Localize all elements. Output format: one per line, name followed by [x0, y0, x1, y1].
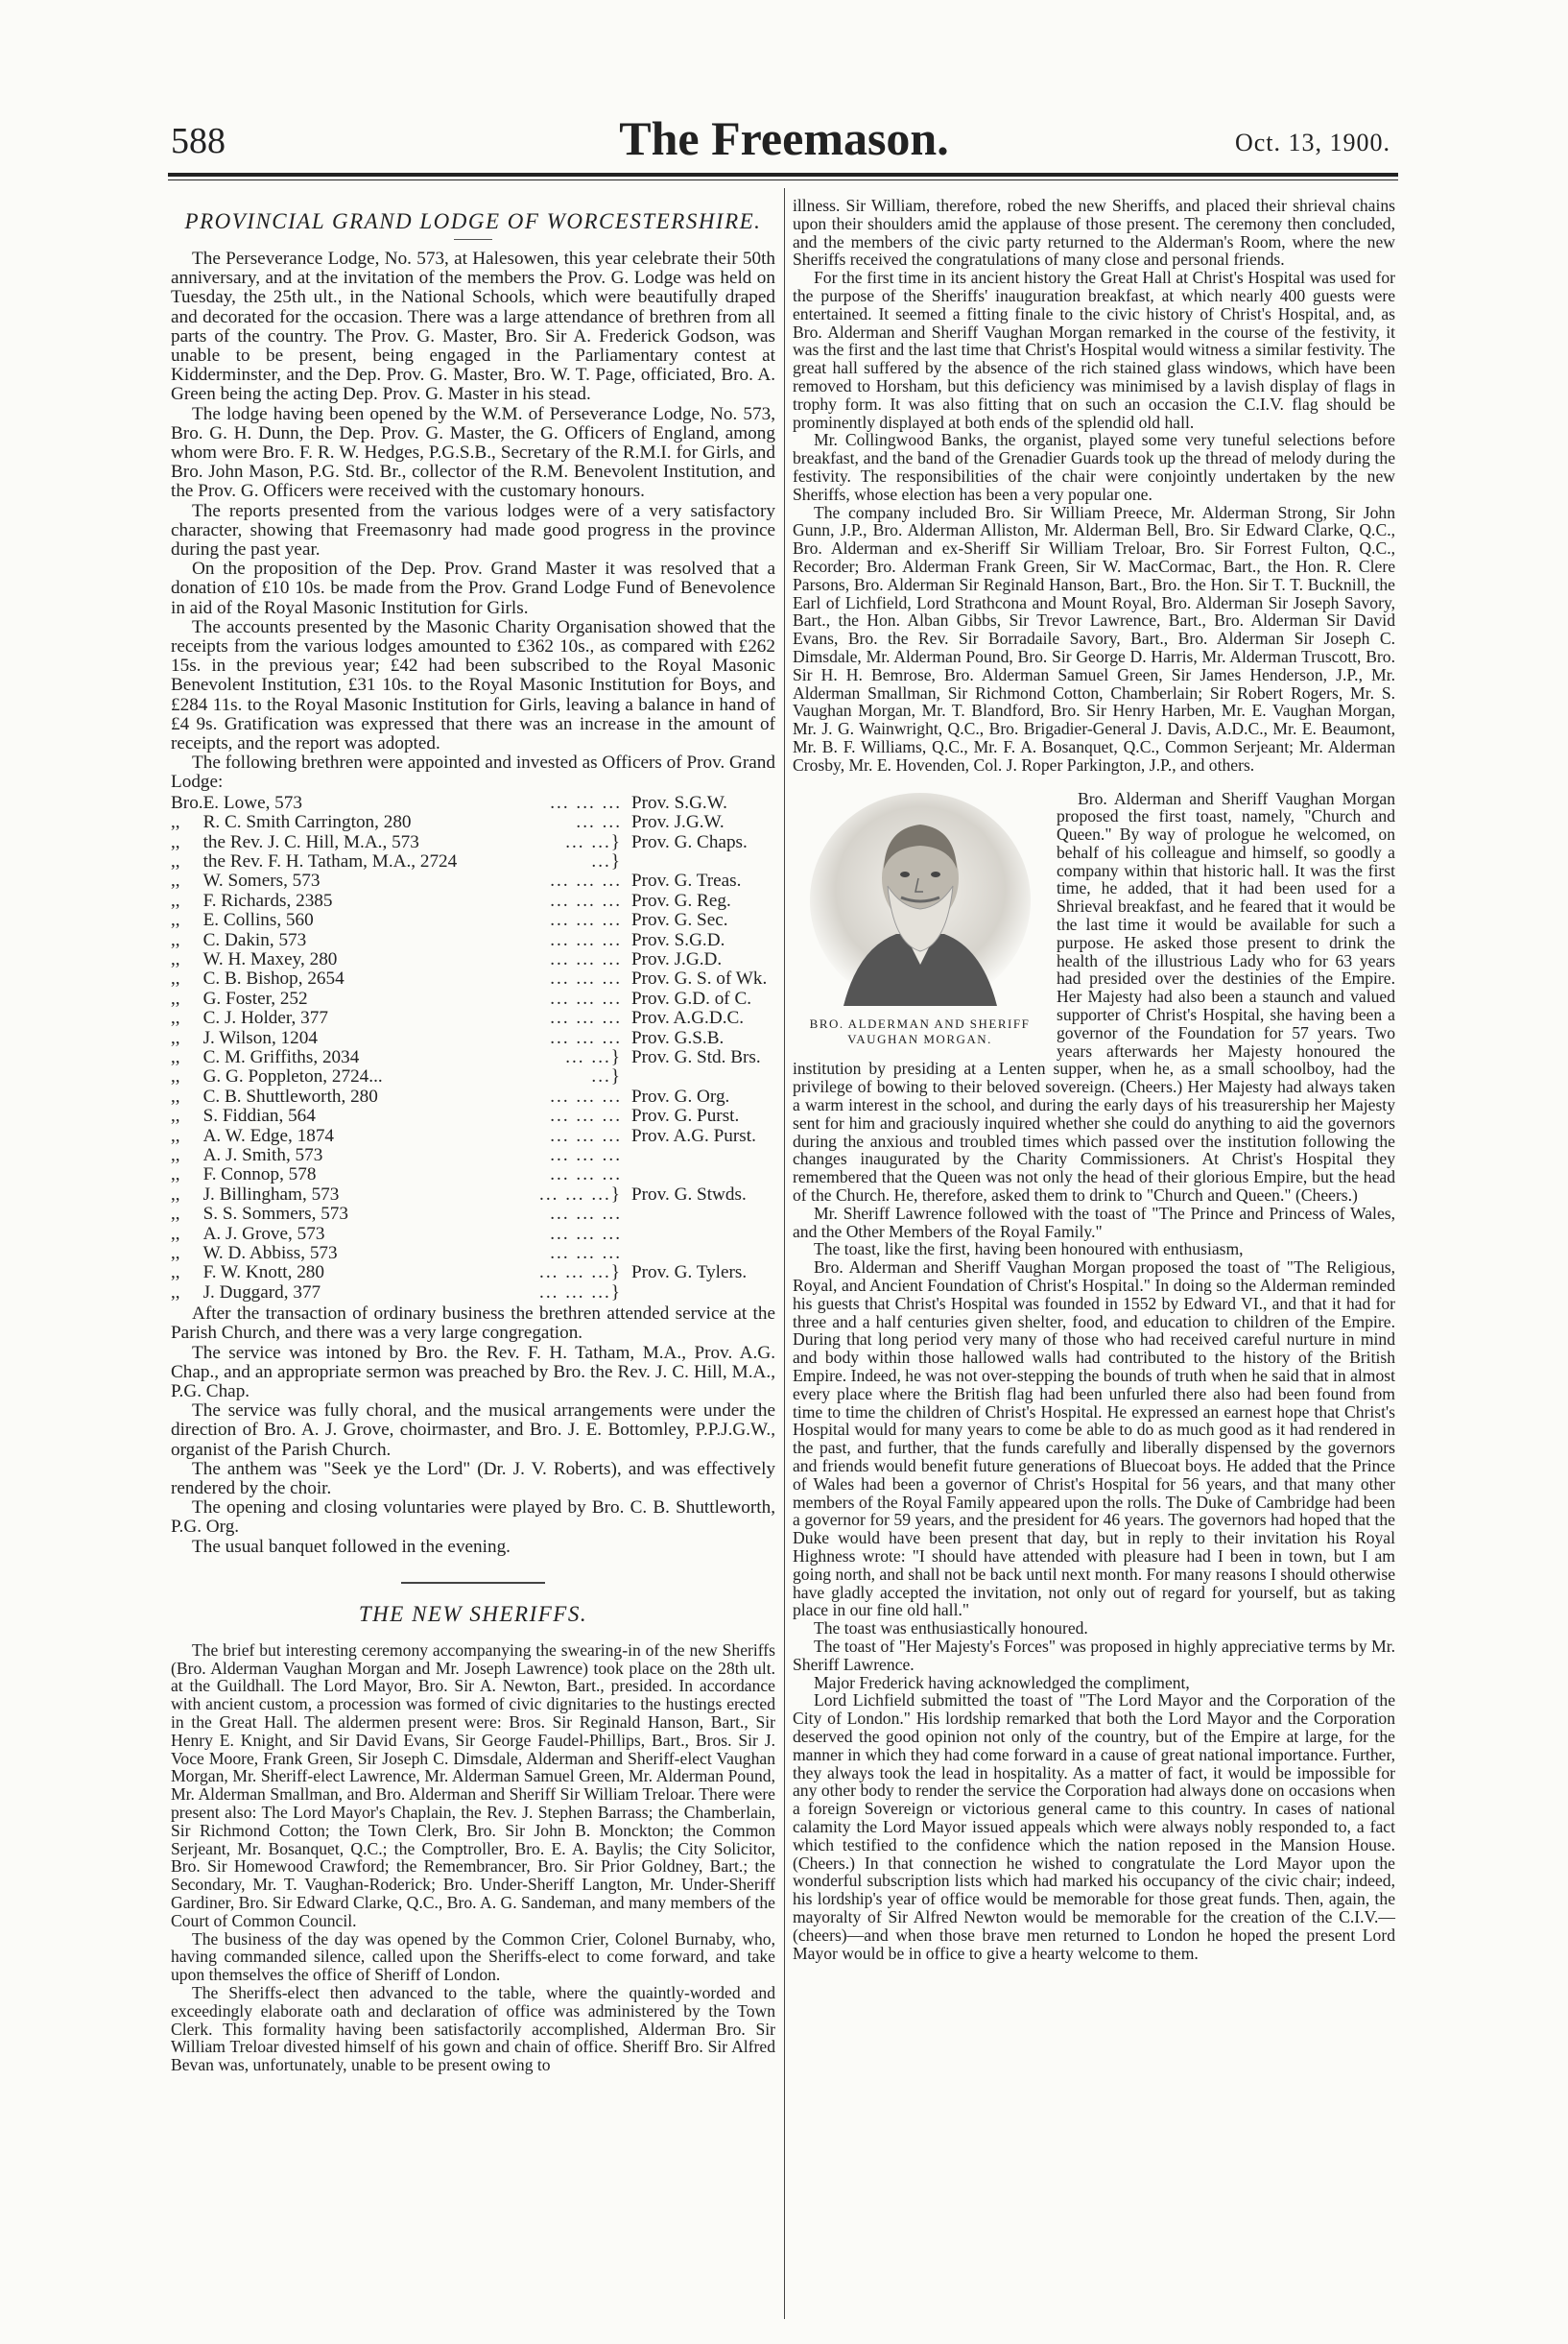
paragraph: After the transaction of ordinary business the brethren attended service at the Parish Church, and there was a very large congregation.: [171, 1304, 775, 1344]
officer-row: [171, 1029, 775, 1048]
officer-name: W. Somers, 573: [202, 871, 321, 892]
officer-row: [171, 1283, 775, 1303]
officer-name: J. Billingham, 573: [202, 1184, 340, 1205]
officer-prefix: ,,: [171, 1066, 180, 1088]
officer-row: [171, 931, 775, 950]
paragraph: Mr. Sheriff Lawrence followed with the toast of "The Prince and Princess of Wales, and the Other Members of the Royal Family.": [793, 1203, 1395, 1241]
officer-office: Prov. G.D. of C.: [631, 988, 752, 1009]
officer-row: [171, 1263, 775, 1282]
officer-prefix: ,,: [171, 850, 180, 872]
officer-prefix: ,,: [171, 812, 180, 833]
officer-office: Prov. J.G.W.: [631, 812, 725, 833]
officer-leader: ... ... ...: [550, 1204, 622, 1225]
officer-leader: ... ...: [576, 812, 622, 833]
officer-leader: ... ... ...}: [539, 1262, 622, 1283]
officer-leader: ... ... ...: [550, 1086, 622, 1107]
officer-office: [631, 1146, 775, 1165]
officer-name: the Rev. J. C. Hill, M.A., 573: [202, 831, 419, 852]
officer-office: Prov. A.G.D.C.: [631, 1008, 745, 1029]
officer-name: S. Fiddian, 564: [202, 1106, 316, 1127]
officer-name: F. Richards, 2385: [202, 890, 333, 911]
heading-dash: [454, 239, 492, 240]
paragraph: illness. Sir William, therefore, robed the new Sheriffs, and placed their shrieval chains upon their shoulders amid the applause of those present. The ceremony then concluded, and the members of the civic party returned to the Alderman's Room, where the new Sheriffs received the congratulations of many close and personal friends.: [793, 196, 1395, 270]
officer-leader: ... ... ...: [550, 1027, 622, 1048]
officer-leader: ... ... ...: [550, 969, 622, 990]
paragraph: On the proposition of the Dep. Prov. Grand Master it was resolved that a donation of £10 10s. be made from the Prov. Grand Lodge Fund of Benevolence in aid of the Royal Masonic Institution for Girls.: [171, 559, 775, 618]
article-heading-sheriffs: THE NEW SHERIFFS.: [358, 1601, 588, 1626]
section-rule: [401, 1582, 545, 1584]
officer-name: E. Lowe, 573: [202, 792, 302, 813]
officer-prefix: ,,: [171, 948, 180, 969]
officer-leader: ... ... ...: [550, 890, 622, 911]
officer-name: R. C. Smith Carrington, 280: [202, 812, 412, 833]
masthead: [0, 0, 1568, 182]
paragraph: The opening and closing voluntaries were played by Bro. C. B. Shuttleworth, P.G. Org.: [171, 1497, 775, 1538]
officer-prefix: ,,: [171, 988, 180, 1009]
portrait-caption: BRO. ALDERMAN AND SHERIFF VAUGHAN MORGAN.: [809, 1016, 1031, 1046]
masthead-rule-thin: [168, 179, 1398, 180]
paragraph: Lord Lichfield submitted the toast of "The Lord Mayor and the Corporation of the City of London." His lordship remarked that both the Lord Mayor and the Corporation deserved the good opinion not only of the country, but of the Empire at large, for the manner in which they had come forward in a cause of great national importance. Further, they always took the lead in hospitality. As a matter of fact, it would be impossible for any other body to render the service the Corporation had always done on occasions when a foreign Sovereign or victorious general came to this country. In cases of national calamity the Lord Mayor issued appeals which were always nobly responded to, a fact which testified to the confidence which the nation reposed in the Mansion House. (Cheers.) In that connection he wished to congratulate the Lord Mayor upon the wonderful subscription lists which had marked his occupancy of the civic chair; indeed, his lordship's year of office would be memorable for those great funds. Then, again, the mayoralty of Sir Alfred Newton would be memorable for the creation of the C.I.V.—(cheers)—and when those brave men returned to London he hoped the present Lord Mayor would be in office to give a hearty welcome to them.: [793, 1690, 1395, 1963]
paragraph: The toast, like the first, having been honoured with enthusiasm,: [814, 1239, 1244, 1259]
officer-leader: ... ... ...: [550, 1243, 622, 1264]
officer-name: C. B. Shuttleworth, 280: [202, 1086, 378, 1107]
officer-prefix: ,,: [171, 1125, 180, 1146]
officer-row: [171, 1165, 775, 1184]
officer-row: [171, 950, 775, 969]
officer-prefix: ,,: [171, 1281, 180, 1303]
officer-row: [171, 1048, 775, 1067]
officer-prefix: ,,: [171, 1184, 180, 1205]
officer-prefix: ,,: [171, 1145, 180, 1165]
left-column: [171, 197, 775, 2074]
officer-name: W. H. Maxey, 280: [202, 948, 338, 969]
newspaper-title: The Freemason.: [619, 111, 949, 165]
officer-office: Prov. A.G. Purst.: [631, 1125, 756, 1146]
officer-prefix: Bro.: [171, 792, 203, 813]
paragraph: Major Frederick having acknowledged the compliment,: [814, 1672, 1190, 1692]
officer-name: W. D. Abbiss, 573: [202, 1243, 338, 1264]
officer-name: C. M. Griffiths, 2034: [202, 1046, 360, 1067]
officer-row: [171, 911, 775, 930]
officer-leader: ... ... ...: [550, 1223, 622, 1244]
officer-row: [171, 1225, 775, 1244]
officer-row: [171, 990, 775, 1009]
officer-name: J. Duggard, 377: [202, 1281, 321, 1303]
officer-leader: ... ... ...: [550, 929, 622, 950]
officer-name: J. Wilson, 1204: [202, 1027, 318, 1048]
column-divider: [784, 188, 785, 2319]
officer-name: A. W. Edge, 1874: [202, 1125, 335, 1146]
article-heading-worcestershire: PROVINCIAL GRAND LODGE OF WORCESTERSHIRE.: [184, 209, 762, 233]
officer-office: Prov. G. Std. Brs.: [631, 1046, 761, 1067]
officer-prefix: ,,: [171, 1008, 180, 1029]
officer-office: Prov. S.G.D.: [631, 929, 725, 950]
officer-prefix: ,,: [171, 1086, 180, 1107]
officer-prefix: ,,: [171, 1027, 180, 1048]
officer-office: [631, 1067, 775, 1087]
officer-prefix: ,,: [171, 910, 180, 931]
officer-name: G. Foster, 252: [202, 988, 308, 1009]
officer-row: [171, 1107, 775, 1126]
officer-leader: ... ... ...: [550, 1145, 622, 1165]
officer-row: [171, 872, 775, 891]
officer-name: F. Connop, 578: [202, 1164, 317, 1185]
officer-office: Prov. G. Sec.: [631, 910, 728, 931]
officer-row: [171, 1088, 775, 1107]
officer-row: [171, 1205, 775, 1224]
portrait-illustration: [805, 790, 1035, 1011]
portrait-figure: [793, 790, 1047, 1047]
officer-office: Prov. J.G.D.: [631, 948, 723, 969]
officer-name: F. W. Knott, 280: [202, 1262, 324, 1283]
officer-office: [631, 1244, 775, 1263]
officer-prefix: ,,: [171, 1223, 180, 1244]
page-number: 588: [171, 121, 226, 161]
paragraph: The lodge having been opened by the W.M. of Perseverance Lodge, No. 573, Bro. G. H. Dunn, the Dep. Prov. G. Master, the G. Officers of England, among whom were Bro. F. R. W. Hedges, P.G.S.B., Secretary of the R.M.I. for Girls, and Bro. John Mason, P.G. Std. Br., collector of the R.M. Benevolent Institution, and the Prov. G. Officers were received with the customary honours.: [171, 403, 775, 502]
officer-leader: ... ... ...: [550, 910, 622, 931]
officer-prefix: ,,: [171, 890, 180, 911]
officer-leader: ...}: [591, 850, 622, 872]
officers-list: [171, 794, 775, 1304]
paragraph: The anthem was "Seek ye the Lord" (Dr. J. V. Roberts), and was effectively rendered by the choir.: [171, 1458, 775, 1499]
officer-name: C. Dakin, 573: [202, 929, 307, 950]
officer-leader: ... ... ...: [550, 948, 622, 969]
officer-name: E. Collins, 560: [202, 910, 314, 931]
officer-prefix: ,,: [171, 969, 180, 990]
officer-prefix: ,,: [171, 1106, 180, 1127]
paragraph: The accounts presented by the Masonic Charity Organisation showed that the receipts from the various lodges amounted to £362 10s., as compared with £262 15s. in the previous year; £42 had been subscribed to the Royal Masonic Benevolent Institution, £31 10s. to the Royal Masonic Institution for Boys, and £284 11s. to the Royal Masonic Institution for Girls, leaving a balance in hand of £4 9s. Gratification was expressed that there was an increase in the amount of receipts, and the report was adopted.: [171, 616, 775, 754]
officer-prefix: ,,: [171, 831, 180, 852]
officer-row: [171, 833, 775, 852]
officer-prefix: ,,: [171, 1046, 180, 1067]
paragraph: The Perseverance Lodge, No. 573, at Halesowen, this year celebrate their 50th anniversary, and at the invitation of the members the Prov. G. Lodge was held on Tuesday, the 25th ult., in the National Schools, which were beautifully draped and decorated for the occasion. There was a large attendance of brethren from all parts of the country. The Prov. G. Master, Bro. Sir A. Frederick Godson, was unable to be present, being engaged in the Parliamentary contest at Kidderminster, and the Dep. Prov. G. Master, Bro. W. T. Page, officiated, Bro. A. Green being the acting Dep. Prov. G. Master in his stead.: [171, 249, 775, 405]
officer-name: A. J. Grove, 573: [202, 1223, 325, 1244]
officer-leader: ... ... ...: [550, 988, 622, 1009]
officer-row: [171, 1127, 775, 1146]
officer-name: A. J. Smith, 573: [202, 1145, 323, 1165]
officer-row: [171, 813, 775, 832]
officer-office: Prov. G. Purst.: [631, 1106, 740, 1127]
officer-prefix: ,,: [171, 1204, 180, 1225]
paragraph: Bro. Alderman and Sheriff Vaughan Morgan proposed the first toast, namely, "Church and Queen." By way of prologue he welcomed, on behalf of his colleague and himself, so goodly a company within that historic hall. It was the first time, he added, that it had been used for a Shrieval breakfast, and he feared that it would be the last time it would be available for such a purpose. He asked those present to drink the health of the illustrious Lady who for 63 years had presided over the destinies of the Empire. Her Majesty had also been a staunch and valued supporter of Christ's Hospital, she having been a governor of the Foundation for 57 years. Two years afterwards her Majesty honoured the institution by presiding at a Lenten supper, when he, as a small schoolboy, had the privilege of bowing to their beloved sovereign. (Cheers.) Her Majesty had always taken a warm interest in the school, and during the early days of his treasurership her Majesty sent for him and graciously inquired whether she could do anything to aid the governors during the anxious and troubled times which passed over the institution following the changes inaugurated by the Charity Commissioners. At Christ's Hospital they remembered that the Queen was not only the head of their glorious Empire, but the head of the Church. He, therefore, asked them to drink to "Church and Queen." (Cheers.): [793, 788, 1395, 1206]
officer-leader: ...}: [591, 1066, 622, 1088]
officer-prefix: ,,: [171, 1164, 180, 1185]
officer-row: [171, 794, 775, 813]
officer-name: the Rev. F. H. Tatham, M.A., 2724: [202, 850, 458, 872]
officer-office: Prov. G. Stwds.: [631, 1184, 747, 1205]
officer-prefix: ,,: [171, 871, 180, 892]
officer-row: [171, 1185, 775, 1205]
officer-prefix: ,,: [171, 1262, 180, 1283]
officer-row: [171, 1146, 775, 1165]
officer-name: C. J. Holder, 377: [202, 1008, 328, 1029]
officer-prefix: ,,: [171, 929, 180, 950]
officer-office: [631, 1205, 775, 1224]
officer-row: [171, 1244, 775, 1263]
paragraph: The Sheriffs-elect then advanced to the table, where the quaintly-worded and exceedingly elaborate oath and declaration of office was administered by the Town Clerk. This formality having been satisfactorily accomplished, Alderman Bro. Sir William Treloar divested himself of his gown and chain of office. Sheriff Bro. Sir Alfred Bevan was, unfortunately, unable to be present owing to: [171, 1983, 775, 2075]
paragraph: The brief but interesting ceremony accompanying the swearing-in of the new Sheriffs (Bro. Alderman Vaughan Morgan and Mr. Joseph Lawrence) took place on the 28th ult. at the Guildhall. The Lord Mayor, Bro. Sir A. Newton, Bart., presided. In accordance with ancient custom, a procession was formed of civic dignitaries to the hustings erected in the Great Hall. The aldermen present were: Bros. Sir Reginald Hanson, Bart., Sir Henry E. Knight, and Sir David Evans, Sir George Faudel-Phillips, Bart., Bros. Sir J. Voce Moore, Frank Green, Sir Joseph C. Dimsdale, Alderman and Sheriff-elect Vaughan Morgan, Mr. Sheriff-elect Lawrence, Mr. Alderman Samuel Green, Mr. Alderman Pound, Mr. Alderman Smallman, and Bro. Alderman and Sheriff Sir William Treloar. There were present also: The Lord Mayor's Chaplain, the Rev. J. Stephen Barrass; the Chamberlain, Sir Richmond Cotton; the Town Clerk, Bro. Sir John B. Monckton; the Common Serjeant, Mr. Bosanquet, Q.C.; the Comptroller, Bro. E. A. Baylis; the City Solicitor, Bro. Sir Homewood Crawford; the Remembrancer, Bro. Sir Prior Goldney, Bart.; the Secondary, Mr. T. Vaughan-Roderick; Bro. Under-Sheriff Langton, Mr. Under-Sheriff Gardiner, Bro. Sir Edward Clarke, Q.C., Bro. A. G. Sandeman, and many members of the Court of Common Council.: [171, 1639, 775, 1930]
officer-leader: ... ... ...: [550, 1164, 622, 1185]
paragraph: The toast of "Her Majesty's Forces" was proposed in highly appreciative terms by Mr. Sheriff Lawrence.: [793, 1636, 1395, 1674]
officer-row: [171, 1009, 775, 1028]
officer-office: [631, 852, 775, 872]
paragraph: The usual banquet followed in the evening.: [192, 1536, 511, 1557]
officer-leader: ... ... ...: [550, 1008, 622, 1029]
officer-office: Prov. G. Org.: [631, 1086, 730, 1107]
officer-row: [171, 969, 775, 989]
officer-name: C. B. Bishop, 2654: [202, 969, 344, 990]
paragraph: The following brethren were appointed and invested as Officers of Prov. Grand Lodge:: [171, 753, 775, 793]
officer-leader: ... ... ...: [550, 792, 622, 813]
officer-leader: ... ...}: [565, 831, 622, 852]
officer-office: Prov. G. Reg.: [631, 890, 731, 911]
officer-office: Prov. G. S. of Wk.: [631, 969, 768, 990]
paragraph: For the first time in its ancient history the Great Hall at Christ's Hospital was used for the purpose of the Sheriffs' inauguration breakfast, at which nearly 400 guests were entertained. It seemed a fitting finale to the civic history of Christ's Hospital, and, as Bro. Alderman and Sheriff Vaughan Morgan remarked in the course of the festivity, it was the first and the last time that Christ's Hospital would witness a similar festivity. The great hall suffered by the absence of the rich stained glass windows, which have been removed to Horsham, but this deficiency was minimised by a lavish display of flags in trophy form. It was also fitting that on such an occasion the C.I.V. flag should be prominently displayed at both ends of the splendid old hall.: [793, 268, 1395, 432]
officer-leader: ... ...}: [565, 1046, 622, 1067]
masthead-rule: [168, 173, 1398, 177]
paragraph: The service was intoned by Bro. the Rev. F. H. Tatham, M.A., Prov. A.G. Chap., and an appropriate sermon was preached by Bro. the Rev. J. C. Hill, M.A., P.G. Chap.: [171, 1342, 775, 1402]
officer-leader: ... ... ...}: [539, 1281, 622, 1303]
officer-leader: ... ... ...: [550, 871, 622, 892]
officer-office: Prov. S.G.W.: [631, 792, 727, 813]
paragraph: The business of the day was opened by the Common Crier, Colonel Burnaby, who, having commanded silence, called upon the Sheriffs-elect to come forward, and take upon themselves the office of Sheriff of London.: [171, 1928, 775, 1985]
officer-office: [631, 1283, 775, 1303]
paragraph: The toast was enthusiastically honoured.: [814, 1618, 1088, 1638]
officer-office: Prov. G.S.B.: [631, 1027, 725, 1048]
officer-office: Prov. G. Treas.: [631, 871, 742, 892]
officer-leader: ... ... ...: [550, 1106, 622, 1127]
officer-office: [631, 1165, 775, 1184]
officer-name: S. S. Sommers, 573: [202, 1204, 348, 1225]
paragraph: The service was fully choral, and the musical arrangements were under the direction of Bro. A. J. Grove, choirmaster, and Bro. J. E. Bottomley, P.P.J.G.W., organist of the Parish Church.: [171, 1400, 775, 1460]
officer-row: [171, 852, 775, 872]
paragraph: Bro. Alderman and Sheriff Vaughan Morgan proposed the toast of "The Religious, Royal, and Ancient Foundation of Christ's Hospital." In doing so the Alderman reminded his guests that Christ's Hospital was founded in 1552 by Edward VI., and that it had for three and a half centuries given shelter, food, and education to children of the Empire. During that long period very many of those who had received careful nurture in mind and body within those hallowed walls had contributed to the history of the British Empire. Indeed, he was not over-stepping the bounds of truth when he said that in almost every place where the British flag had been unfurled there also had been found from time to time the children of Christ's Hospital. He expressed an earnest hope that Christ's Hospital would for many years to come be able to do as much good as it had rendered in the past, and further, that the funds carefully and liberally dispensed by the governors and friends would benefit future generations of Bluecoat boys. He added that the Prince of Wales had been a governor of Christ's Hospital for 56 years, and that many other members of the Royal Family appeared upon the rolls. The Duke of Cambridge had been a governor for 59 years, and the president for 46 years. The governors had hoped that the Duke would have been present that day, but in reply to their invitation his Royal Highness wrote: "I should have attended with pleasure had I been in town, but I am going north, and shall not be back until next month. For many reasons I should otherwise have gladly accepted the invitation, not only out of regard for yourself, but as taking place in our fine old hall.": [793, 1257, 1395, 1620]
officer-office: Prov. G. Tylers.: [631, 1262, 748, 1283]
officer-leader: ... ... ...}: [539, 1184, 622, 1205]
officer-office: Prov. G. Chaps.: [631, 831, 748, 852]
officer-row: [171, 1067, 775, 1087]
officer-prefix: ,,: [171, 1243, 180, 1264]
officer-name: G. G. Poppleton, 2724...: [202, 1066, 383, 1088]
issue-date: Oct. 13, 1900.: [1234, 129, 1390, 156]
officer-row: [171, 892, 775, 911]
paragraph: The reports presented from the various lodges were of a very satisfactory character, showing that Freemasonry had made good progress in the province during the past year.: [171, 500, 775, 561]
paragraph: Mr. Collingwood Banks, the organist, played some very tuneful selections before breakfast, and the band of the Grenadier Guards took up the thread of melody during the festivity. The responsibilities of the chair were conjointly undertaken by the new Sheriffs, whose election has been a very popular one.: [793, 430, 1395, 504]
officer-leader: ... ... ...: [550, 1125, 622, 1146]
officer-office: [631, 1225, 775, 1244]
right-column: [793, 197, 1395, 1962]
paragraph: The company included Bro. Sir William Preece, Mr. Alderman Strong, Sir John Gunn, J.P., Bro. Alderman Alliston, Mr. Alderman Bell, Bro. Sir Edward Clarke, Q.C., Bro. Alderman and ex-Sheriff Sir William Treloar, Bro. Sir Forrest Fulton, Q.C., Recorder; Bro. Alderman Frank Green, Sir W. MacCormac, Bart., the Hon. R. Clere Parsons, Bro. Alderman Sir Reginald Hanson, Bart., Bro. the Hon. Sir T. T. Bucknill, the Earl of Lichfield, Lord Strathcona and Mount Royal, Bro. Alderman Sir Joseph Savory, Bart., the Hon. Alban Gibbs, Sir Trevor Lawrence, Bart., Bro. Alderman Sir David Evans, Bro. the Rev. Sir Borradaile Savory, Bart., Bro. Alderman Sir Joseph C. Dimsdale, Mr. Alderman Pound, Bro. Sir George D. Harris, Mr. Alderman Truscott, Bro. Sir H. H. Bemrose, Bro. Alderman Samuel Green, Sir James Henderson, J.P., Mr. Alderman Smallman, Sir Richmond Cotton, Chamberlain; Sir Robert Rogers, Mr. S. Vaughan Morgan, Mr. T. Blandford, Bro. Sir Henry Harben, Mr. E. Vaughan Morgan, Mr. J. G. Wainwright, Q.C., Bro. Brigadier-General J. Davis, A.D.C., Mr. E. Beaumont, Mr. B. F. Williams, Q.C., Mr. F. A. Bosanquet, Q.C., Common Serjeant; Mr. Alderman Crosby, Mr. E. Hovenden, Col. J. Roper Parkington, J.P., and others.: [793, 502, 1395, 775]
